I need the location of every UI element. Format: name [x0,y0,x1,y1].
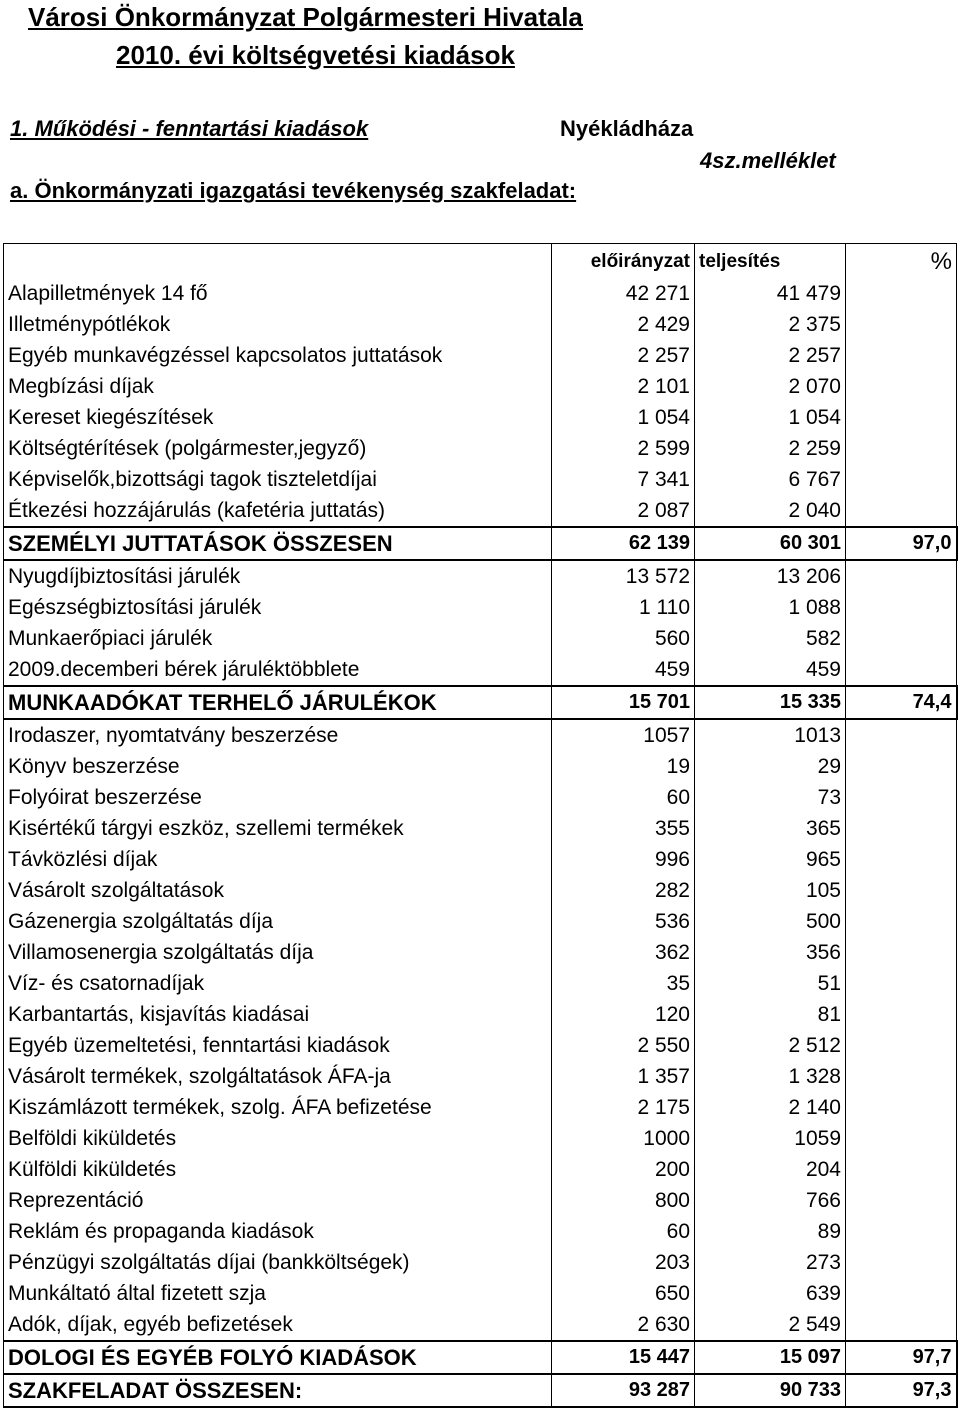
row-percent-value [846,1309,957,1341]
subsection-heading: a. Önkormányzati igazgatási tevékenység szakfeladat: [10,178,577,203]
total-row [4,686,957,719]
table-row [4,1092,957,1123]
row-plan-value: 2 429 [552,309,695,340]
row-plan-value: 42 271 [552,278,695,309]
row-percent-value [846,495,957,527]
table-row [4,1278,957,1309]
row-actual-value: 89 [695,1216,846,1247]
row-actual-value: 356 [695,937,846,968]
row-percent-value [846,1061,957,1092]
row-label: SZAKFELADAT ÖSSZESEN: [4,1374,552,1407]
row-label: Víz- és csatornadíjak [4,968,552,999]
row-percent-value [846,1154,957,1185]
row-label: Egyéb üzemeltetési, fenntartási kiadások [4,1030,552,1061]
total-row [4,1374,957,1407]
row-actual-value: 105 [695,875,846,906]
table-header-row [4,244,957,279]
row-label: Kisértékű tárgyi eszköz, szellemi termékek [4,813,552,844]
row-percent-value [846,844,957,875]
row-actual-value: 51 [695,968,846,999]
row-plan-value: 2 087 [552,495,695,527]
table-row [4,999,957,1030]
row-label: DOLOGI ÉS EGYÉB FOLYÓ KIADÁSOK [4,1341,552,1374]
row-plan-value: 7 341 [552,464,695,495]
row-label: SZEMÉLYI JUTTATÁSOK ÖSSZESEN [4,527,552,560]
row-percent-value [846,623,957,654]
row-percent-value [846,371,957,402]
row-percent-value [846,937,957,968]
row-plan-value: 282 [552,875,695,906]
table-row [4,464,957,495]
column-header-label [4,244,552,279]
row-actual-value: 2 070 [695,371,846,402]
row-actual-value: 459 [695,654,846,686]
row-plan-value: 2 101 [552,371,695,402]
row-label: Külföldi kiküldetés [4,1154,552,1185]
row-actual-value: 2 259 [695,433,846,464]
table-row [4,813,957,844]
row-actual-value: 15 097 [695,1341,846,1374]
table-row [4,1030,957,1061]
row-label: Reprezentáció [4,1185,552,1216]
row-percent-value [846,751,957,782]
table-row [4,906,957,937]
row-percent-value: 97,3 [846,1374,957,1407]
town-name: Nyékládháza [560,116,694,141]
row-plan-value: 996 [552,844,695,875]
row-plan-value: 2 599 [552,433,695,464]
row-actual-value: 766 [695,1185,846,1216]
table-row [4,719,957,751]
row-actual-value: 2 257 [695,340,846,371]
section-heading: 1. Működési - fenntartási kiadások [10,116,369,141]
row-label: Távközlési díjak [4,844,552,875]
row-percent-value [846,875,957,906]
row-plan-value: 200 [552,1154,695,1185]
total-row [4,527,957,560]
table-row [4,309,957,340]
row-plan-value: 1 357 [552,1061,695,1092]
row-actual-value: 273 [695,1247,846,1278]
row-label: Munkáltató által fizetett szja [4,1278,552,1309]
row-plan-value: 560 [552,623,695,654]
row-plan-value: 62 139 [552,527,695,560]
row-percent-value [846,782,957,813]
row-label: Költségtérítések (polgármester,jegyző) [4,433,552,464]
row-plan-value: 19 [552,751,695,782]
table-row [4,1247,957,1278]
row-plan-value: 120 [552,999,695,1030]
column-header-percent: % [846,244,957,279]
table-row [4,1185,957,1216]
row-actual-value: 2 512 [695,1030,846,1061]
row-percent-value [846,1216,957,1247]
row-plan-value: 1 054 [552,402,695,433]
row-actual-value: 6 767 [695,464,846,495]
row-actual-value: 1059 [695,1123,846,1154]
table-row [4,592,957,623]
row-actual-value: 1013 [695,719,846,751]
document-title: Városi Önkormányzat Polgármesteri Hivatala [28,2,583,32]
row-percent-value [846,1278,957,1309]
row-plan-value: 35 [552,968,695,999]
annex-label: 4sz.melléklet [700,148,836,173]
row-plan-value: 13 572 [552,560,695,592]
budget-table [3,243,958,1408]
row-actual-value: 13 206 [695,560,846,592]
column-header-plan: előirányzat [552,244,695,279]
table-row [4,844,957,875]
row-label: 2009.decemberi bérek járuléktöbblete [4,654,552,686]
row-actual-value: 204 [695,1154,846,1185]
row-label: Gázenergia szolgáltatás díja [4,906,552,937]
row-actual-value: 1 088 [695,592,846,623]
row-plan-value: 1 110 [552,592,695,623]
row-label: Karbantartás, kisjavítás kiadásai [4,999,552,1030]
row-actual-value: 500 [695,906,846,937]
row-label: Étkezési hozzájárulás (kafetéria juttatás) [4,495,552,527]
row-percent-value [846,1123,957,1154]
table-row [4,1154,957,1185]
row-actual-value: 41 479 [695,278,846,309]
row-plan-value: 2 175 [552,1092,695,1123]
row-plan-value: 2 630 [552,1309,695,1341]
row-label: Alapilletmények 14 fő [4,278,552,309]
row-percent-value [846,906,957,937]
table-row [4,875,957,906]
row-label: Villamosenergia szolgáltatás díja [4,937,552,968]
row-plan-value: 15 701 [552,686,695,719]
row-percent-value [846,968,957,999]
row-label: Pénzügyi szolgáltatás díjai (bankköltségek) [4,1247,552,1278]
row-label: MUNKAADÓKAT TERHELŐ JÁRULÉKOK [4,686,552,719]
row-actual-value: 1 054 [695,402,846,433]
row-percent-value [846,999,957,1030]
row-percent-value [846,1092,957,1123]
row-actual-value: 2 040 [695,495,846,527]
row-plan-value: 459 [552,654,695,686]
row-percent-value [846,719,957,751]
table-row [4,654,957,686]
table-row [4,433,957,464]
table-row [4,1309,957,1341]
row-label: Képviselők,bizottsági tagok tiszteletdíjai [4,464,552,495]
row-label: Irodaszer, nyomtatvány beszerzése [4,719,552,751]
row-actual-value: 73 [695,782,846,813]
row-label: Könyv beszerzése [4,751,552,782]
table-row [4,1123,957,1154]
row-percent-value [846,560,957,592]
row-percent-value [846,654,957,686]
row-plan-value: 355 [552,813,695,844]
row-actual-value: 2 375 [695,309,846,340]
row-percent-value [846,1185,957,1216]
table-row [4,623,957,654]
row-percent-value [846,592,957,623]
row-percent-value [846,433,957,464]
document-subtitle: 2010. évi költségvetési kiadások [116,40,515,70]
table-row [4,278,957,309]
row-plan-value: 1000 [552,1123,695,1154]
row-plan-value: 362 [552,937,695,968]
row-percent-value [846,813,957,844]
table-row [4,340,957,371]
table-row [4,751,957,782]
row-percent-value: 74,4 [846,686,957,719]
row-label: Belföldi kiküldetés [4,1123,552,1154]
row-actual-value: 15 335 [695,686,846,719]
table-row [4,371,957,402]
row-percent-value [846,340,957,371]
row-percent-value [846,278,957,309]
row-label: Kereset kiegészítések [4,402,552,433]
row-percent-value [846,1247,957,1278]
row-actual-value: 365 [695,813,846,844]
table-row [4,1216,957,1247]
row-label: Vásárolt termékek, szolgáltatások ÁFA-ja [4,1061,552,1092]
table-row [4,402,957,433]
row-actual-value: 965 [695,844,846,875]
table-row [4,495,957,527]
row-actual-value: 582 [695,623,846,654]
table-row [4,968,957,999]
table-row [4,560,957,592]
row-label: Egyéb munkavégzéssel kapcsolatos juttatások [4,340,552,371]
row-plan-value: 650 [552,1278,695,1309]
row-percent-value: 97,0 [846,527,957,560]
row-label: Munkaerőpiaci járulék [4,623,552,654]
row-actual-value: 60 301 [695,527,846,560]
total-row [4,1341,957,1374]
budget-table-body [4,244,957,1408]
row-actual-value: 2 140 [695,1092,846,1123]
row-label: Adók, díjak, egyéb befizetések [4,1309,552,1341]
column-header-actual: teljesítés [695,244,846,279]
row-percent-value [846,309,957,340]
row-label: Vásárolt szolgáltatások [4,875,552,906]
row-label: Reklám és propaganda kiadások [4,1216,552,1247]
row-plan-value: 536 [552,906,695,937]
row-label: Egészségbiztosítási járulék [4,592,552,623]
row-actual-value: 29 [695,751,846,782]
row-percent-value [846,1030,957,1061]
row-label: Megbízási díjak [4,371,552,402]
row-percent-value [846,402,957,433]
row-plan-value: 93 287 [552,1374,695,1407]
table-row [4,937,957,968]
table-row [4,1061,957,1092]
row-actual-value: 1 328 [695,1061,846,1092]
row-label: Illetménypótlékok [4,309,552,340]
row-actual-value: 2 549 [695,1309,846,1341]
row-label: Nyugdíjbiztosítási járulék [4,560,552,592]
row-plan-value: 2 257 [552,340,695,371]
row-plan-value: 60 [552,1216,695,1247]
row-plan-value: 2 550 [552,1030,695,1061]
row-percent-value [846,464,957,495]
row-plan-value: 800 [552,1185,695,1216]
row-label: Kiszámlázott termékek, szolg. ÁFA befizetése [4,1092,552,1123]
row-actual-value: 90 733 [695,1374,846,1407]
row-plan-value: 1057 [552,719,695,751]
row-plan-value: 203 [552,1247,695,1278]
table-row [4,782,957,813]
row-plan-value: 15 447 [552,1341,695,1374]
row-percent-value: 97,7 [846,1341,957,1374]
row-actual-value: 81 [695,999,846,1030]
row-plan-value: 60 [552,782,695,813]
row-label: Folyóirat beszerzése [4,782,552,813]
row-actual-value: 639 [695,1278,846,1309]
